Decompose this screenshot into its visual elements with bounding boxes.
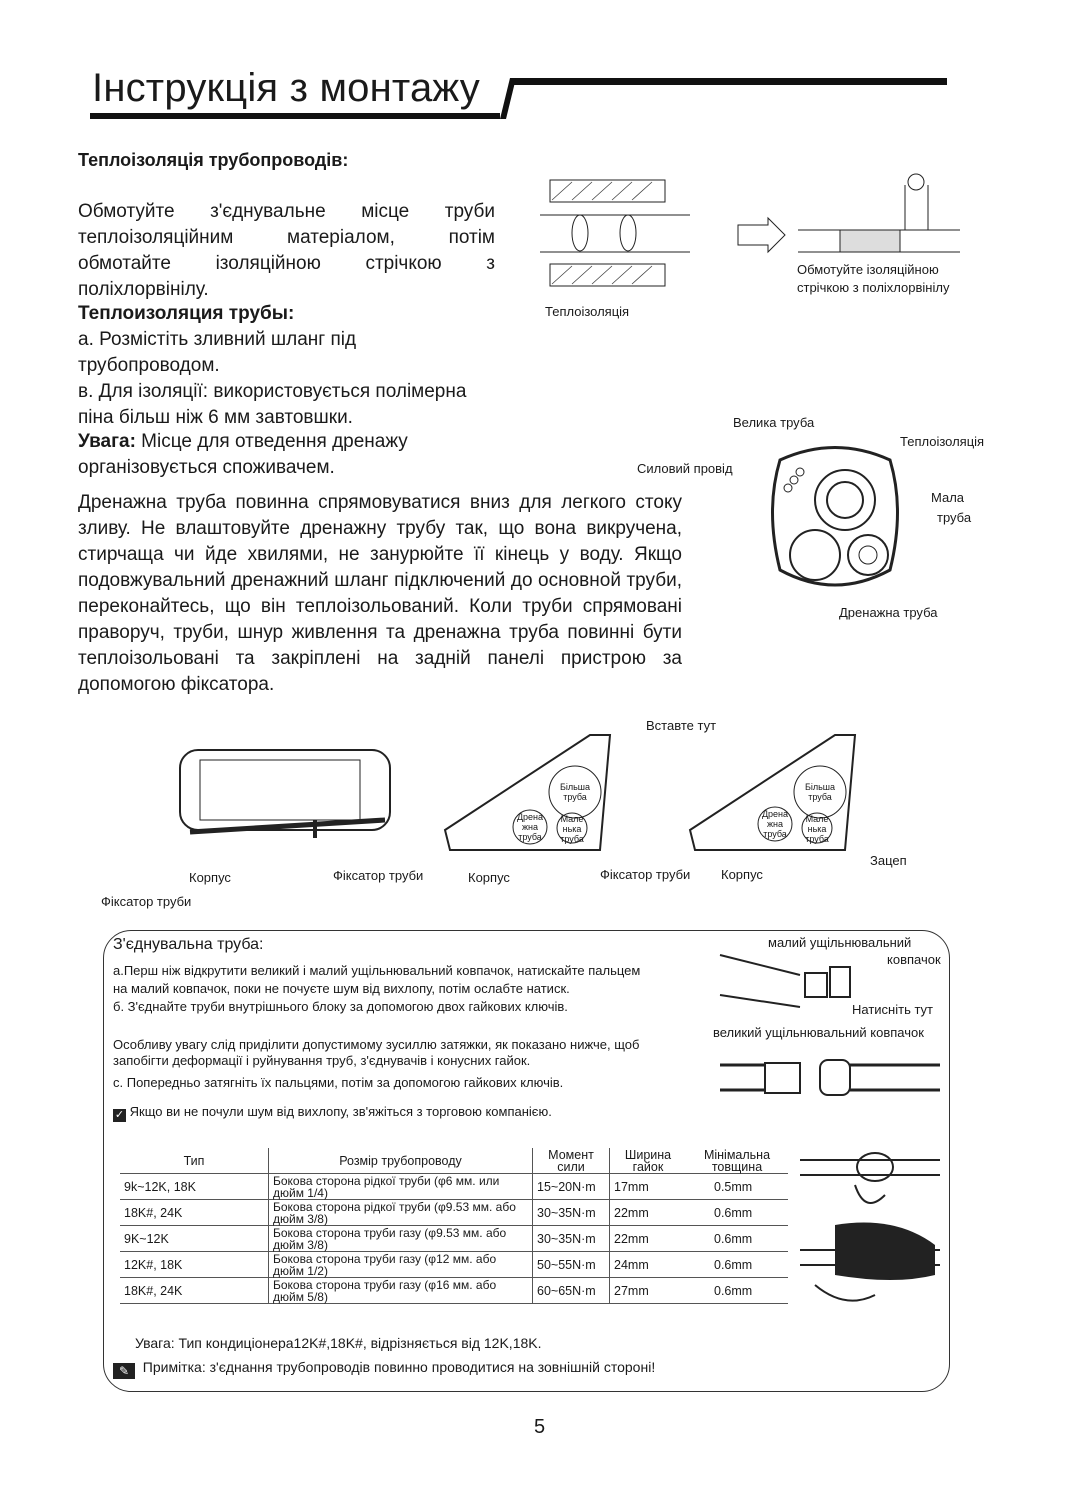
col-header: Ширина гайок (610, 1148, 687, 1174)
page-number: 5 (534, 1416, 546, 1438)
table-cell: Бокова сторона труби газу (φ9.53 мм. або дюйм 3/8) (269, 1226, 533, 1252)
table-row (120, 1174, 788, 1200)
check-note: Якщо ви не почули шум від вихлопу, зв'яжіться з торговою компанією. (129, 1104, 552, 1119)
table-row (120, 1200, 788, 1226)
table-cell: 0.6mm (714, 1283, 753, 1298)
insulation-label: Теплоізоляція (545, 304, 630, 319)
press-here-label: Натисніть тут (852, 1002, 934, 1017)
table-cell: 18K#, 24K (124, 1205, 183, 1220)
small-cap-label-2: ковпачок (887, 952, 941, 967)
item-a: а. Розмістіть зливний шланг під трубопроводом. (78, 329, 357, 376)
bigger-pipe-label: Більша труба (559, 782, 591, 802)
remark-note: Примітка: з'єднання трубопроводів повинно проводитися на зовнішній стороні! (142, 1359, 656, 1375)
table-cell: 60~65N·m (533, 1278, 610, 1304)
body-label-2: Корпус (468, 870, 510, 885)
wrench-hands-illustration (795, 1145, 945, 1320)
step-a-1: а.Перш ніж відкрутити великий і малий ущільнювальний ковпачок, натискайте пальцем (113, 963, 641, 978)
drain-paragraph: Дренажна труба повинна спрямовуватися вниз для легкого стоку зливу. Не влаштовуйте дренажну трубу так, що вона викручена, стирчаща чи йде хвилями, не занурюйте її кінець у воду. Якщо подовжувальний дренажний шланг підключений до основной труби, переконайтесь, що він теплоізольований. Коли труби спрямовані праворуч, труби, шнур живлення та дренажна труба повинні бути теплоізольовані та закріплені на задній панелі пристрою за допомогою фіксатора. (78, 492, 682, 695)
table-row (120, 1226, 788, 1252)
attention-note: Увага: Тип кондиціонера12K#,18K#, відрізняється від 12K,18K. (135, 1335, 542, 1351)
table-cell: 15~20N·m (533, 1174, 610, 1200)
pipe-bundle-diagram (760, 440, 910, 600)
warning-1: Особливу увагу слід приділити допустимому зусиллю затяжки, як показано нижче, щоб (113, 1037, 640, 1052)
body-label-3: Корпус (721, 867, 763, 882)
big-cap-label: великий ущільнювальний ковпачок (713, 1025, 924, 1040)
col-header: Тип (183, 1153, 205, 1168)
insulation-label-2: Теплоізоляція (900, 434, 985, 449)
clamp-label-2: Фіксатор труби (600, 867, 691, 882)
drain-pipe-circle-label: Дрена жна труба (516, 812, 544, 842)
note-label: Увага: (78, 431, 136, 452)
drain-pipe-label: Дренажна труба (839, 605, 938, 620)
table-cell: 12K#, 18K (124, 1257, 183, 1272)
torque-table (120, 1148, 788, 1304)
smaller-pipe-label: Мале нька труба (805, 814, 829, 844)
table-cell: Бокова сторона труби газу (φ12 мм. або дюйм 1/2) (269, 1252, 533, 1278)
bigger-pipe-label: Більша труба (804, 782, 836, 802)
small-cap-label-1: малий ущільнювальний (768, 935, 912, 950)
table-cell: 17mm (610, 1174, 687, 1200)
table-cell: 24mm (610, 1252, 687, 1278)
big-pipe-label: Велика труба (733, 415, 815, 430)
step-b: б. З'єднайте труби внутрішнього блоку за допомогою двох гайкових ключів. (113, 999, 568, 1014)
box-heading: З'єднувальна труба: (113, 936, 264, 953)
clamp-label-1: Фіксатор труби (333, 868, 424, 883)
clamp-label-3: Фіксатор труби (101, 894, 192, 909)
drain-pipe-circle-label: Дрена жна труба (761, 809, 789, 839)
power-wire-label: Силовий провід (637, 461, 733, 476)
wrap-label-1: Обмотуйте ізоляційною (797, 262, 939, 277)
note-text: Місце для отведення дренажу організовується споживачем. (78, 431, 408, 478)
pencil-icon: ✎ (113, 1363, 135, 1379)
table-cell: 22mm (610, 1200, 687, 1226)
table-cell: 18K#, 24K (124, 1283, 183, 1298)
table-cell: Бокова сторона труби газу (φ16 мм. або дюйм 5/8) (269, 1278, 533, 1304)
table-cell: 9K~12K (124, 1231, 169, 1246)
table-row (120, 1252, 788, 1278)
page-title: Інструкція з монтажу (92, 66, 481, 110)
cap-and-nut-diagram (715, 945, 945, 1145)
subheading: Теплоизоляция трубы: (78, 303, 295, 324)
table-cell: 0.6mm (714, 1231, 753, 1246)
smaller-pipe-label: Мале нька труба (560, 814, 584, 844)
table-cell: 22mm (610, 1226, 687, 1252)
insert-here-label: Вставте тут (646, 718, 717, 733)
check-icon: ✓ (114, 1109, 125, 1121)
section-heading: Теплоізоляція трубопроводів: (78, 150, 349, 170)
small-pipe-label-1: Мала (931, 490, 965, 505)
table-cell: 0.6mm (714, 1257, 753, 1272)
table-cell: 0.5mm (714, 1179, 753, 1194)
col-header: Розмір трубопроводу (269, 1148, 533, 1174)
body-label-1: Корпус (189, 870, 231, 885)
table-row (120, 1278, 788, 1304)
table-cell: 0.6mm (714, 1205, 753, 1220)
col-header: Мінімальна товщина (703, 1147, 771, 1174)
step-c: с. Попередньо затягніть їх пальцями, потім за допомогою гайкових ключів. (113, 1075, 564, 1090)
wrap-label-2: стрічкою з поліхлорвінілу (797, 280, 950, 295)
step-a-2: на малий ковпачок, поки не почуєте шум від вихлопу, потім ослабте натиск. (113, 981, 570, 996)
table-cell: 9k~12K, 18K (124, 1179, 196, 1194)
table-cell: 50~55N·m (533, 1252, 610, 1278)
table-cell: 30~35N·m (533, 1226, 610, 1252)
table-cell: Бокова сторона рідкої труби (φ9.53 мм. або дюйм 3/8) (269, 1200, 533, 1226)
hook-label: Зацеп (870, 853, 907, 868)
wrap-paragraph: Обмотуйте з'єднувальне місце труби теплоізоляційним матеріалом, потім обмотайте ізоляційною стрічкою з поліхлорвінілу. (78, 201, 495, 300)
table-cell: 30~35N·m (533, 1200, 610, 1226)
table-cell: Бокова сторона рідкої труби (φ6 мм. или дюйм 1/4) (269, 1174, 533, 1200)
col-header: Момент сили (533, 1148, 610, 1174)
warning-2: запобігти деформації і руйнування труб, з'єднувачів і конусних гайок. (113, 1053, 531, 1068)
item-b: в. Для ізоляції: використовується полімерна піна більш ніж 6 мм завтовшки. (78, 381, 467, 428)
table-cell: 27mm (610, 1278, 687, 1304)
small-pipe-label-2: труба (937, 510, 972, 525)
